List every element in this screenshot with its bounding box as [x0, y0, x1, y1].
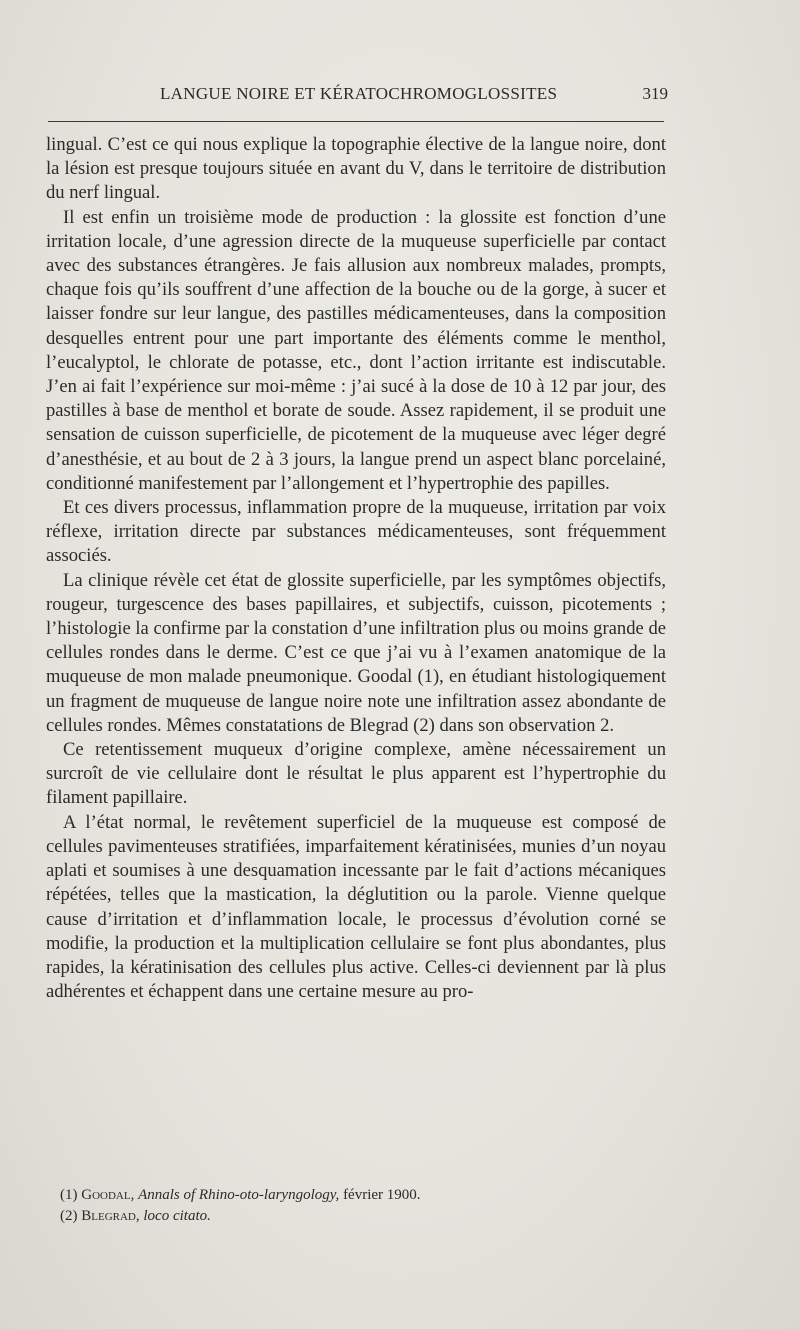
footnote-2	[60, 1206, 660, 1227]
footnote-author: Goodal,	[81, 1187, 135, 1203]
paragraph-3: Et ces divers processus, inflammation propre de la muqueuse, irritation par voix réflexe, irritation directe par substances médicamenteuses, sont fréquemment associés.	[46, 497, 666, 567]
paragraph-4: La clinique révèle cet état de glossite superficielle, par les symptômes objectifs, rougeur, turgescence des bases papillaires, et subjectifs, cuisson, picotements ; l’histologie la confirme par la constation d’une infiltration plus ou moins grande de cellules rondes dans le derme. C’est ce que j’ai vu à l’examen anatomique de la muqueuse de mon malade pneumonique. Goodal (1), en étudiant histologiquement un fragment de muqueuse de langue noire note une infiltration assez abondante de cellules rondes. Mêmes constatations de Blegrad (2) dans son observation 2.	[46, 569, 666, 736]
footnote-author: Blegrad,	[81, 1208, 140, 1224]
body-text	[46, 133, 666, 1004]
paragraph-2: Il est enfin un troisième mode de production : la glossite est fonction d’une irritation locale, d’une agression directe de la muqueuse superficielle par contact avec des substances étrangères. Je fais allusion aux nombreux malades, prompts, chaque fois qu’ils souffrent d’une affection de la bouche ou de la gorge, à sucer et laisser fondre sur leur langue, des pastilles médicamenteuses, dans la composition desquelles entrent pour une part importante des éléments comme le menthol, l’eucalyptol, le chlorate de potasse, etc., dont l’action irritante est indiscutable. J’en ai fait l’expérience sur moi-même : j’ai sucé à la dose de 10 à 12 par jour, des pastilles à base de menthol et borate de soude. Assez rapidement, il se produit une sensation de cuisson superficielle, de picotement de la muqueuse avec léger degré d’anesthésie, et au bout de 2 à 3 jours, la langue prend un aspect blanc porcelainé, conditionné manifestement par l’allongement et l’hypertrophie des papilles.	[46, 206, 666, 494]
footnote-number: (1)	[60, 1187, 78, 1203]
paragraph-1: lingual. C’est ce qui nous explique la topographie élective de la langue noire, dont la lésion est presque toujours située en avant du V, dans le territoire de distribution du nerf lingual.	[46, 134, 666, 204]
footnote-1	[60, 1185, 660, 1206]
paragraph-6: A l’état normal, le revêtement superficiel de la muqueuse est composé de cellules pavimenteuses stratifiées, imparfaitement kératinisées, munies d’un noyau aplati et soumises à une desquamation incessante par le fait d’actions mécaniques répétées, telles que la mastication, la déglutition ou la parole. Vienne quelque cause d’irritation et d’inflammation locale, le processus d’évolution corné se modifie, la production et la multiplication cellulaire se font plus abondantes, plus rapides, la kératinisation des cellules plus active. Celles-ci deviennent par là plus adhérentes et échappent dans une certaine mesure au pro-	[46, 811, 666, 1003]
paragraph-5: Ce retentissement muqueux d’origine complexe, amène nécessairement un surcroît de vie cellulaire dont le résultat le plus apparent est l’hypertrophie du filament papillaire.	[46, 739, 666, 809]
footnote-title: loco citato.	[143, 1208, 211, 1224]
footnote-title: Annals of Rhino-oto-laryngology,	[138, 1187, 340, 1203]
running-head: LANGUE NOIRE ET KÉRATOCHROMOGLOSSITES	[160, 84, 558, 103]
header-rule	[48, 121, 664, 122]
footnote-number: (2)	[60, 1208, 78, 1224]
page-number: 319	[642, 84, 668, 103]
page-header	[48, 84, 668, 108]
footnotes	[60, 1185, 660, 1227]
footnote-rest: février 1900.	[343, 1187, 421, 1203]
